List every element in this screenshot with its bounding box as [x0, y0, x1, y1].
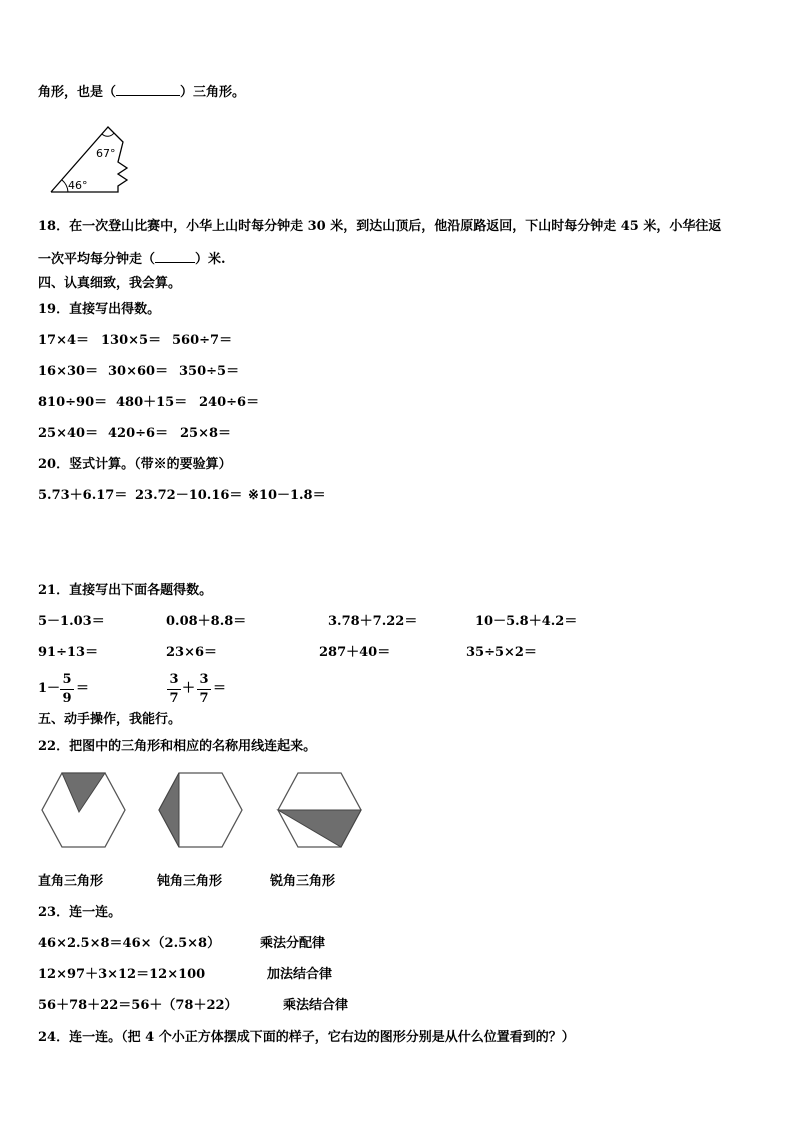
q18-line1: 18．在一次登山比赛中，小华上山时每分钟走 30 米，到达山顶后，他沿原路返回，下山时每分钟走 45 米，小华往返: [38, 219, 722, 234]
q21-r1c3: 3.78＋7.22＝: [328, 614, 418, 629]
q21-title: 21．直接写出下面各题得数。: [38, 583, 213, 598]
q19-r4c3: 25×8＝: [180, 426, 232, 441]
q19-r3c2: 480＋15＝: [116, 395, 188, 410]
q21-r3a-denominator: 9: [62, 691, 72, 706]
q19-r1c3: 560÷7＝: [172, 333, 233, 348]
q23-right-2[interactable]: 加法结合律: [267, 967, 333, 982]
q24-title: 24．连一连。（把 4 个小正方体摆成下面的样子，它右边的图形分别是从什么位置看到的？）: [38, 1030, 575, 1045]
q20-item1: 5.73＋6.17＝: [38, 488, 128, 503]
q19-r2c3: 350÷5＝: [179, 364, 240, 379]
q22-label-1[interactable]: 直角三角形: [38, 874, 104, 889]
q21-r3b-bar2: [197, 689, 211, 690]
q19-r3c3: 240÷6＝: [199, 395, 260, 410]
q21-r3b-denominator2: 7: [199, 691, 209, 706]
q17-angle-bottom: 46°: [68, 179, 88, 192]
q23-title: 23．连一连。: [38, 905, 122, 920]
q21-r2c1: 91÷13＝: [38, 645, 99, 660]
q21-r3a-post: ＝: [76, 681, 90, 696]
q19-r4c1: 25×40＝: [38, 426, 99, 441]
q22-hexagon-2: [156, 772, 246, 852]
q21-r2c4: 35÷5×2＝: [466, 645, 537, 660]
q21-r3b-numerator2: 3: [199, 672, 209, 687]
q18-answer-blank[interactable]: [155, 250, 195, 263]
q22-hexagon-3: [275, 772, 365, 852]
q22-label-3[interactable]: 锐角三角形: [270, 874, 336, 889]
q20-title: 20．竖式计算。（带※的要验算）: [38, 457, 232, 472]
q17-tail-line: [38, 83, 245, 101]
q22-label-2[interactable]: 钝角三角形: [157, 874, 223, 889]
q21-r3b-fraction2: [197, 672, 211, 708]
q19-r2c2: 30×60＝: [108, 364, 169, 379]
q21-r3a-fraction: [60, 672, 74, 708]
q23-left-1[interactable]: 46×2.5×8＝46×（2.5×8）: [38, 936, 221, 951]
q21-r1c1: 5－1.03＝: [38, 614, 105, 629]
q21-r2c3: 287＋40＝: [319, 645, 391, 660]
q21-r3a-bar: [60, 689, 74, 690]
q18-line2-pre: 一次平均每分钟走（: [38, 252, 156, 267]
q19-r1c1: 17×4＝: [38, 333, 90, 348]
q23-left-2[interactable]: 12×97＋3×12＝12×100: [38, 967, 206, 982]
q21-r3b-numerator1: 3: [169, 672, 179, 687]
q22-triangle-2: [159, 773, 179, 847]
q17-answer-blank[interactable]: [116, 83, 180, 96]
q21-r1c2: 0.08＋8.8＝: [166, 614, 247, 629]
section5-heading: 五、动手操作，我能行。: [38, 712, 182, 727]
q17-tail-post: ）三角形。: [180, 85, 246, 100]
q20-item2: 23.72－10.16＝: [135, 488, 243, 503]
q18-line2-post: ）米.: [195, 252, 226, 267]
q21-r3b-denominator1: 7: [169, 691, 179, 706]
q19-title: 19．直接写出得数。: [38, 302, 161, 317]
q22-title: 22．把图中的三角形和相应的名称用线连起来。: [38, 739, 317, 754]
q21-r3b-fraction1: [167, 672, 181, 708]
q18-line2: [38, 250, 226, 268]
q23-right-1[interactable]: 乘法分配律: [260, 936, 326, 951]
q17-angle-top: 67°: [96, 147, 116, 160]
q21-r3b-post: ＝: [213, 681, 227, 696]
q21-r3a-pre: 1－: [38, 681, 61, 696]
q21-r3b-bar1: [167, 689, 181, 690]
q19-r1c2: 130×5＝: [101, 333, 162, 348]
q21-r3a-numerator: 5: [62, 672, 72, 687]
q17-triangle-figure: [48, 124, 138, 196]
q19-r4c2: 420÷6＝: [108, 426, 169, 441]
q19-r2c1: 16×30＝: [38, 364, 99, 379]
q21-r2c2: 23×6＝: [166, 645, 218, 660]
q22-hexagon-1: [39, 772, 129, 852]
q21-r3b-operator: ＋: [182, 681, 196, 696]
section4-heading: 四、认真细致，我会算。: [38, 276, 182, 291]
q19-r3c1: 810÷90＝: [38, 395, 108, 410]
q21-r1c4: 10－5.8＋4.2＝: [475, 614, 578, 629]
q23-left-3[interactable]: 56＋78＋22＝56＋（78＋22）: [38, 998, 238, 1013]
q23-right-3[interactable]: 乘法结合律: [283, 998, 349, 1013]
q20-item3: ※10－1.8＝: [248, 488, 326, 503]
q17-tail-pre: 角形，也是（: [38, 85, 117, 100]
